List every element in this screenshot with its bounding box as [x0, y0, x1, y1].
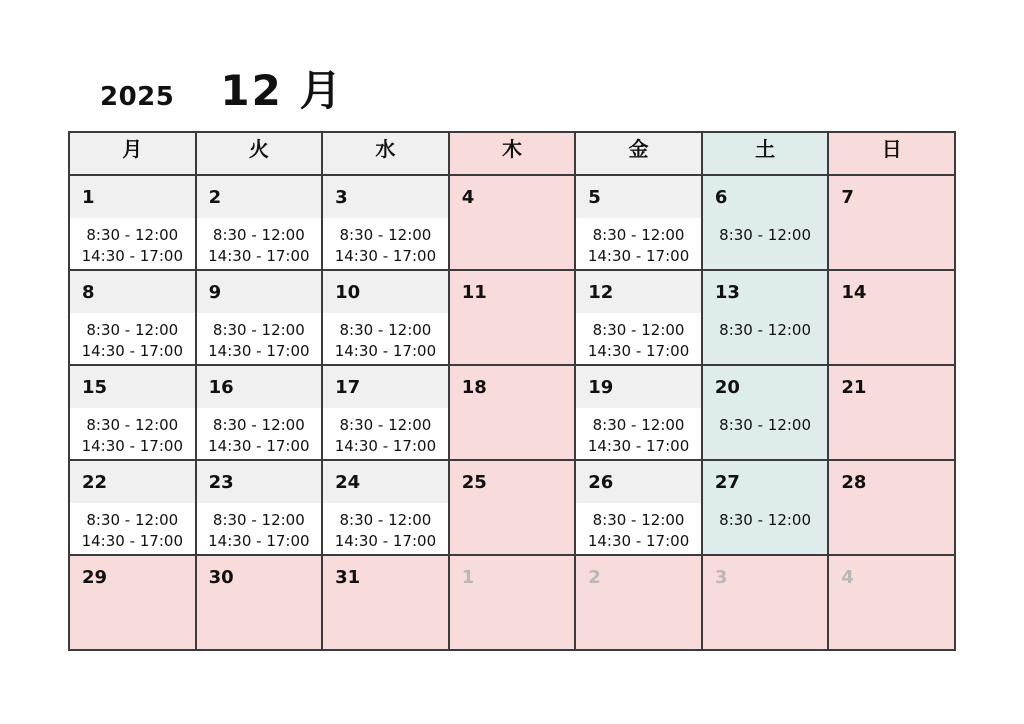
- business-hours: [323, 503, 448, 552]
- day-number: 14: [841, 281, 867, 303]
- day-cell-21: [828, 365, 955, 460]
- day-cell-8: [69, 270, 196, 365]
- day-number: 30: [208, 566, 234, 588]
- day-cell-11: [449, 270, 576, 365]
- day-number: 11: [461, 281, 487, 303]
- business-hours: [70, 313, 195, 362]
- day-number: 9: [208, 281, 222, 303]
- day-number: 19: [588, 376, 614, 398]
- weekday-header-sat: 土: [702, 132, 829, 175]
- business-hours: [576, 313, 701, 362]
- hours-line: 8:30 - 12:00: [212, 226, 305, 244]
- hours-line: 14:30 - 17:00: [334, 247, 437, 265]
- day-number-strip: [829, 366, 954, 408]
- day-cell-17: [322, 365, 449, 460]
- hours-line: 8:30 - 12:00: [86, 226, 179, 244]
- hours-line: 8:30 - 12:00: [212, 321, 305, 339]
- day-number-strip: [70, 176, 195, 218]
- day-number: 7: [841, 186, 854, 208]
- business-hours: [70, 408, 195, 457]
- hours-line: 8:30 - 12:00: [86, 511, 179, 529]
- day-number: 24: [335, 471, 361, 493]
- weekday-header-wed: 水: [322, 132, 449, 175]
- day-cell-31: [322, 555, 449, 650]
- hours-line: 8:30 - 12:00: [339, 511, 432, 529]
- hours-line: 8:30 - 12:00: [719, 321, 812, 339]
- business-hours: [70, 218, 195, 267]
- day-number: 13: [714, 281, 740, 303]
- hours-line: 8:30 - 12:00: [592, 321, 685, 339]
- day-number-strip: [576, 556, 701, 598]
- day-number-strip: [197, 461, 322, 503]
- day-cell-25: [449, 460, 576, 555]
- day-cell-15: [69, 365, 196, 460]
- day-number: 25: [461, 471, 487, 493]
- hours-line: 8:30 - 12:00: [592, 416, 685, 434]
- week-row-3: [69, 365, 955, 460]
- hours-line: 8:30 - 12:00: [212, 416, 305, 434]
- day-cell-3: [322, 175, 449, 270]
- day-number-strip: [450, 461, 575, 503]
- day-cell-22: [69, 460, 196, 555]
- day-number: 18: [461, 376, 487, 398]
- day-number-strip: [703, 366, 828, 408]
- day-number: 2: [208, 186, 222, 208]
- hours-line: 14:30 - 17:00: [587, 342, 690, 360]
- day-number-strip: [703, 461, 828, 503]
- weekday-header-row: [69, 132, 955, 175]
- hours-line: 14:30 - 17:00: [81, 437, 183, 455]
- day-cell-3-next-month: [702, 555, 829, 650]
- hours-line: 14:30 - 17:00: [81, 532, 183, 550]
- day-number-strip: [576, 366, 701, 408]
- day-number: 23: [208, 471, 234, 493]
- week-row-4: [69, 460, 955, 555]
- day-number-strip: [70, 461, 195, 503]
- day-number-strip: [450, 271, 575, 313]
- day-cell-1-next-month: [449, 555, 576, 650]
- day-number: 3: [335, 186, 348, 208]
- business-hours: [576, 503, 701, 552]
- business-hours: [576, 408, 701, 457]
- day-number: 8: [82, 281, 95, 303]
- hours-line: 14:30 - 17:00: [587, 247, 690, 265]
- day-number: 1: [82, 186, 95, 208]
- hours-line: 8:30 - 12:00: [719, 416, 812, 434]
- day-cell-18: [449, 365, 576, 460]
- day-number: 4: [841, 566, 854, 588]
- day-cell-30: [196, 555, 323, 650]
- day-number-strip: [197, 271, 322, 313]
- hours-line: 14:30 - 17:00: [208, 532, 310, 550]
- business-hours: [323, 218, 448, 267]
- day-number-strip: [829, 271, 954, 313]
- business-hours: [197, 408, 322, 457]
- hours-line: 8:30 - 12:00: [212, 511, 305, 529]
- hours-line: 8:30 - 12:00: [719, 511, 812, 529]
- day-number: 3: [714, 566, 728, 588]
- business-hours: [703, 503, 828, 531]
- business-hours: [703, 408, 828, 436]
- business-hours: [70, 503, 195, 552]
- day-number: 1: [461, 566, 475, 588]
- hours-line: 8:30 - 12:00: [719, 226, 812, 244]
- day-number: 31: [335, 566, 361, 588]
- day-cell-28: [828, 460, 955, 555]
- day-number-strip: [197, 176, 322, 218]
- day-number: 10: [335, 281, 361, 303]
- day-cell-24: [322, 460, 449, 555]
- day-cell-13: [702, 270, 829, 365]
- day-number: 21: [841, 376, 867, 398]
- day-cell-1: [69, 175, 196, 270]
- hours-line: 8:30 - 12:00: [592, 226, 685, 244]
- day-cell-2: [196, 175, 323, 270]
- day-number-strip: [197, 556, 322, 598]
- hours-line: 14:30 - 17:00: [208, 247, 310, 265]
- day-number: 15: [82, 376, 108, 398]
- day-cell-4: [449, 175, 576, 270]
- weekday-header-thu: 木: [449, 132, 576, 175]
- day-number: 28: [841, 471, 867, 493]
- hours-line: 8:30 - 12:00: [339, 226, 432, 244]
- hours-line: 14:30 - 17:00: [334, 342, 437, 360]
- day-number: 26: [588, 471, 614, 493]
- day-cell-14: [828, 270, 955, 365]
- day-number: 12: [588, 281, 614, 303]
- day-number-strip: [576, 176, 701, 218]
- day-number-strip: [703, 556, 828, 598]
- day-number-strip: [323, 271, 448, 313]
- day-number-strip: [450, 556, 575, 598]
- day-number-strip: [70, 366, 195, 408]
- day-number: 27: [714, 471, 740, 493]
- weekday-header-tue: 火: [196, 132, 323, 175]
- day-number-strip: [197, 366, 322, 408]
- day-cell-5: [575, 175, 702, 270]
- day-cell-16: [196, 365, 323, 460]
- day-number-strip: [323, 176, 448, 218]
- day-cell-23: [196, 460, 323, 555]
- day-cell-29: [69, 555, 196, 650]
- month-label: 12 月: [220, 66, 344, 115]
- hours-line: 8:30 - 12:00: [339, 416, 432, 434]
- day-number: 20: [714, 376, 740, 398]
- hours-line: 14:30 - 17:00: [587, 437, 690, 455]
- day-cell-20: [702, 365, 829, 460]
- day-number-strip: [576, 271, 701, 313]
- day-number-strip: [829, 556, 954, 598]
- hours-line: 8:30 - 12:00: [339, 321, 432, 339]
- year-label: 2025: [100, 82, 175, 112]
- hours-line: 14:30 - 17:00: [334, 437, 437, 455]
- day-number-strip: [703, 176, 828, 218]
- week-row-2: [69, 270, 955, 365]
- day-cell-10: [322, 270, 449, 365]
- day-number: 5: [588, 186, 601, 208]
- day-number: 2: [588, 566, 601, 588]
- day-cell-7: [828, 175, 955, 270]
- business-hours: [197, 218, 322, 267]
- day-number: 4: [461, 186, 475, 208]
- calendar-table: [68, 131, 956, 651]
- week-row-5: [69, 555, 955, 650]
- business-hours: [323, 408, 448, 457]
- day-number-strip: [70, 271, 195, 313]
- day-cell-26: [575, 460, 702, 555]
- business-hours: [576, 218, 701, 267]
- weekday-header-fri: 金: [575, 132, 702, 175]
- day-number-strip: [70, 556, 195, 598]
- hours-line: 14:30 - 17:00: [81, 342, 183, 360]
- day-number: 29: [82, 566, 108, 588]
- hours-line: 8:30 - 12:00: [86, 416, 179, 434]
- day-number-strip: [323, 556, 448, 598]
- business-hours: [703, 313, 828, 341]
- hours-line: 14:30 - 17:00: [587, 532, 690, 550]
- day-cell-4-next-month: [828, 555, 955, 650]
- day-number: 22: [82, 471, 108, 493]
- day-cell-9: [196, 270, 323, 365]
- business-hours: [323, 313, 448, 362]
- day-number: 17: [335, 376, 361, 398]
- day-cell-19: [575, 365, 702, 460]
- day-number-strip: [323, 461, 448, 503]
- business-hours: [197, 313, 322, 362]
- business-hours: [703, 218, 828, 246]
- week-row-1: [69, 175, 955, 270]
- day-number-strip: [450, 176, 575, 218]
- day-number-strip: [703, 271, 828, 313]
- hours-line: 14:30 - 17:00: [334, 532, 437, 550]
- calendar-title: [100, 58, 343, 118]
- business-hours: [197, 503, 322, 552]
- hours-line: 14:30 - 17:00: [208, 437, 310, 455]
- day-number-strip: [450, 366, 575, 408]
- hours-line: 14:30 - 17:00: [208, 342, 310, 360]
- day-cell-2-next-month: [575, 555, 702, 650]
- day-number-strip: [323, 366, 448, 408]
- day-number-strip: [829, 461, 954, 503]
- weekday-header-mon: 月: [69, 132, 196, 175]
- day-cell-27: [702, 460, 829, 555]
- day-cell-6: [702, 175, 829, 270]
- day-number: 16: [208, 376, 234, 398]
- day-number-strip: [829, 176, 954, 218]
- day-cell-12: [575, 270, 702, 365]
- day-number: 6: [714, 186, 728, 208]
- hours-line: 14:30 - 17:00: [81, 247, 183, 265]
- hours-line: 8:30 - 12:00: [86, 321, 179, 339]
- day-number-strip: [576, 461, 701, 503]
- weekday-header-sun: 日: [828, 132, 955, 175]
- hours-line: 8:30 - 12:00: [592, 511, 685, 529]
